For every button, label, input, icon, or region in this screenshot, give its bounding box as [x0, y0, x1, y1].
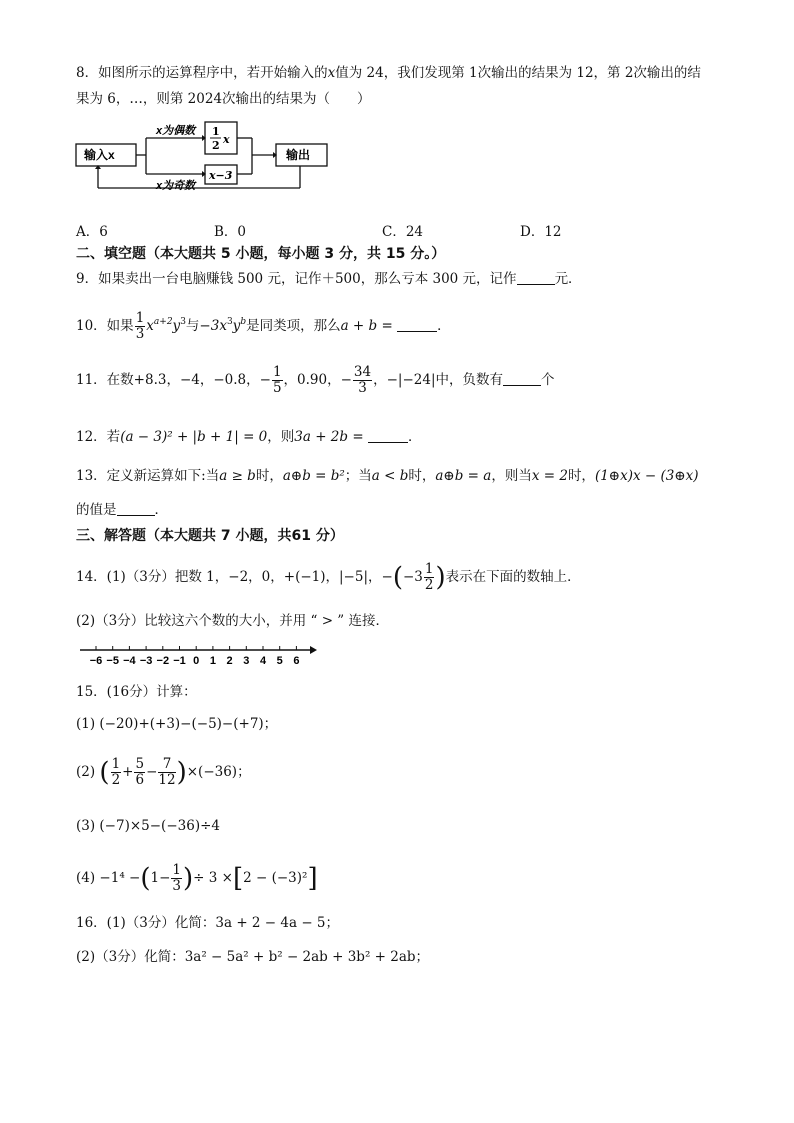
q8-option-d: D．12	[520, 224, 562, 240]
q8-option-c: C．24	[382, 224, 424, 240]
number-line-label: −2	[156, 655, 170, 667]
number-line-label: −6	[89, 655, 103, 667]
section-2-title: 二、填空题（本大题共 5 小题，每小题 3 分，共 15 分。）	[76, 246, 446, 262]
number-line-label: 2	[226, 655, 233, 667]
q13-line2: 的值是 ．	[76, 502, 168, 518]
q11-blank	[503, 371, 541, 386]
q8-flowchart	[70, 118, 332, 204]
number-line-label: −4	[123, 655, 136, 667]
number-line-label: 5	[276, 655, 283, 667]
q8-option-a: A．6	[76, 224, 108, 240]
q15-part2: (2) ( $\frac{1}{2}$ + $\frac{5}{6}$ − $\frac{7}{12}$ )×(−36)；	[76, 756, 251, 788]
q13-blank	[117, 501, 155, 516]
q15-title: 15．(16分）计算：	[76, 684, 197, 700]
number-line-label: 6	[293, 655, 300, 667]
q8-line2: 果为 6，…，则第 2024次输出的结果为（ ）	[76, 91, 371, 107]
q15-part1: (1) (−20)+(+3)−(−5)−(+7)；	[76, 716, 278, 732]
section-3-title: 三、解答题（本大题共 7 小题，共61 分）	[76, 528, 344, 544]
number-line-label: −3	[139, 655, 153, 667]
q10-blank	[397, 317, 437, 332]
q16-part1: 16．(1)（3分）化简：3a + 2 − 4a − 5；	[76, 915, 340, 931]
q15-part3: (3) (−7)×5−(−36)÷4	[76, 818, 220, 834]
flow-half-num: 1	[212, 125, 220, 138]
q10: 10．如果 $\frac{1}{3}$ $x^{a+2}y^3$与$-3x^3y^b$是同类项，那么a + b = ．	[76, 310, 451, 342]
number-line-label: 3	[243, 655, 250, 667]
q14-part2: (2)（3分）比较这六个数的大小，并用 “ > ” 连接．	[76, 613, 389, 629]
number-line	[78, 640, 318, 668]
number-line-label: 0	[193, 655, 200, 667]
flow-odd-label: x为奇数	[156, 180, 196, 192]
flow-input-label: 输入x	[84, 148, 115, 162]
number-line-label: 4	[259, 655, 267, 667]
q8-line1: 8．如图所示的运算程序中，若开始输入的x值为 24，我们发现第 1次输出的结果为 12，第 2次输出的结	[76, 65, 701, 81]
number-line-label: −1	[173, 655, 186, 667]
q12-blank	[368, 428, 408, 443]
flow-even-label: x为偶数	[156, 125, 196, 137]
number-line-label: 1	[209, 655, 216, 667]
q15-part4: (4) −1⁴ −(1− $\frac{1}{3}$ )÷ 3 ×[2 − (−3)²]	[76, 862, 318, 894]
flow-minus3-label: x−3	[209, 169, 233, 182]
flow-half-den: 2	[212, 139, 220, 152]
q16-part2: (2)（3分）化简：3a² − 5a² + b² − 2ab + 3b² + 2ab；	[76, 949, 430, 965]
flow-output-label: 输出	[286, 148, 311, 162]
q14-part1: 14．(1)（3分）把数 1，−2，0，+(−1)，|−5|，−(−3 $\frac{1}{2}$ )表示在下面的数轴上．	[76, 561, 581, 593]
q11: 11．在数+8.3，−4，−0.8，− $\frac{1}{5}$ ，0.90，− $\frac{34}{3}$ ，−|−24|中，负数有 个	[76, 364, 555, 396]
q13-line1: 13．定义新运算如下:当a ≥ b时，a⊕b = b²；当a < b时，a⊕b = a，则当x = 2时，(1⊕x)x − (3⊕x)	[76, 468, 699, 484]
q12: 12．若(a − 3)² + |b + 1| = 0，则3a + 2b = ．	[76, 429, 422, 445]
number-line-arrow	[310, 646, 317, 654]
number-line-label: −5	[106, 655, 119, 667]
q9: 9．如果卖出一台电脑赚钱 500 元，记作＋500，那么亏本 300 元，记作 元．	[76, 271, 582, 287]
flow-half-var: x	[223, 133, 230, 146]
q8-option-b: B．0	[214, 224, 247, 240]
q9-blank	[517, 270, 555, 285]
